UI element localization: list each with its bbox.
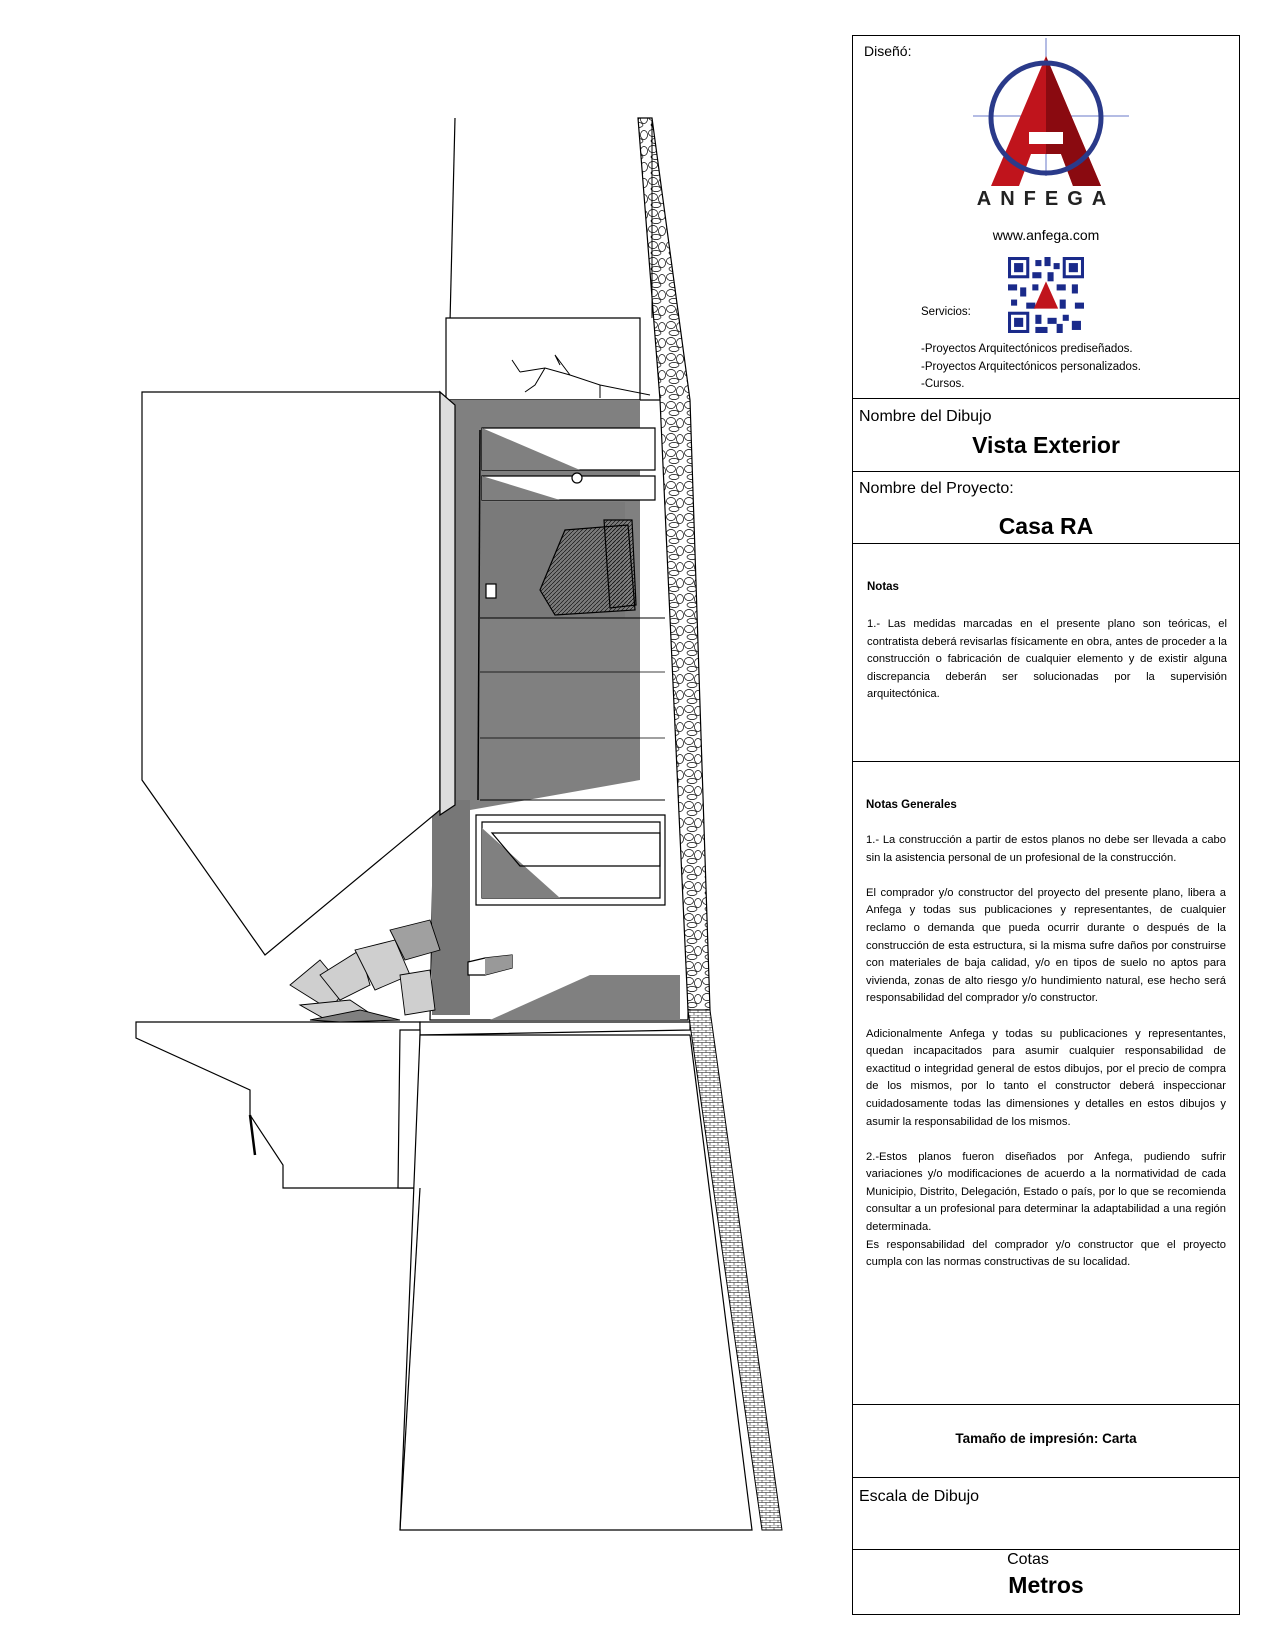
general-note-4: 2.-Estos planos fueron diseñados por Anfega, pudiendo sufrir variaciones y/o modificaciones de acuerdo a la normatividad de cada Municipio, Distrito, Delegación, Estado o país, por lo que se recomienda consultar a un profesional para determinar la adaptabilidad a una región determinada. <box>866 1150 1226 1234</box>
scale-section <box>853 1478 1239 1550</box>
general-notes-section <box>853 762 1239 1405</box>
notes-text <box>867 616 1227 704</box>
services-list <box>921 341 1141 394</box>
scale-label: Escala de Dibujo <box>859 1488 980 1505</box>
service-item: -Cursos. <box>921 378 965 391</box>
general-note-1: 1.- La construcción a partir de estos planos no debe ser llevada a cabo sin la asistencia personal de un profesional de la construcción. <box>866 834 1226 864</box>
drawing-name-section <box>853 399 1239 472</box>
qr-code-icon <box>1008 257 1084 333</box>
website-link[interactable]: www.anfega.com <box>992 227 1100 243</box>
drawing-name-value: Vista Exterior <box>972 432 1120 458</box>
units-label: Cotas <box>1007 1551 1049 1568</box>
designer-label: Diseñó: <box>864 43 912 59</box>
general-notes-title: Notas Generales <box>866 799 957 811</box>
project-name-section <box>853 472 1239 544</box>
designer-section <box>853 36 1239 399</box>
print-size-section <box>853 1405 1239 1478</box>
general-note-2: El comprador y/o constructor del proyecto del presente plano, libera a Anfega y todas sus publicaciones y representantes, de cualquier reclamo o demanda que pueda ocurrir durante o después de la construcción de esta estructura, si la misma sufre daños por construirse con materiales de baja calidad, y/o en tipos de suelo no aptos para vivienda, zonas de alto riesgo y/o hundimiento natural, ese hecho será responsabilidad del comprador y/o constructor. <box>866 886 1226 1005</box>
logo-brand-text: ANFEGA <box>976 188 1116 210</box>
general-notes-text <box>866 832 1226 1272</box>
notes-title: Notas <box>867 581 899 593</box>
units-section <box>853 1550 1239 1614</box>
service-item: -Proyectos Arquitectónicos prediseñados. <box>921 343 1133 355</box>
title-block <box>852 35 1240 1615</box>
drawing-name-label: Nombre del Dibujo <box>859 408 992 425</box>
print-size: Tamaño de impresión: Carta <box>955 1431 1137 1446</box>
service-item: -Proyectos Arquitectónicos personalizados. <box>921 360 1141 373</box>
project-name-value: Casa RA <box>998 513 1094 539</box>
units-value: Metros <box>1008 1572 1084 1598</box>
general-note-5: Es responsabilidad del comprador y/o constructor que el proyecto cumpla con las normas constructivas de su localidad. <box>866 1238 1226 1269</box>
notes-section <box>853 544 1239 762</box>
services-label: Servicios: <box>921 306 971 318</box>
general-note-3: Adicionalmente Anfega y todas su publicaciones y representantes, quedan incapacitados para asumir cualquier responsabilidad de exactitud o integridad general de estos dibujos, por el precio de compra de los mismos, por lo tanto el constructor deberá inspeccionar cuidadosamente todas las dimensiones y detalles en estos dibujos y asumir la responsabilidad de los mismos. <box>866 1027 1226 1128</box>
note-item: 1.- Las medidas marcadas en el presente plano son teóricas, el contratista deberá revisarlas físicamente en obra, antes de proceder a la construcción o fabricación de cualquier elemento y de existir alguna discrepancia deberán ser solucionadas por la supervisión arquitectónica. <box>867 618 1227 701</box>
project-name-label: Nombre del Proyecto: <box>859 480 1014 497</box>
anfega-logo <box>961 36 1131 206</box>
